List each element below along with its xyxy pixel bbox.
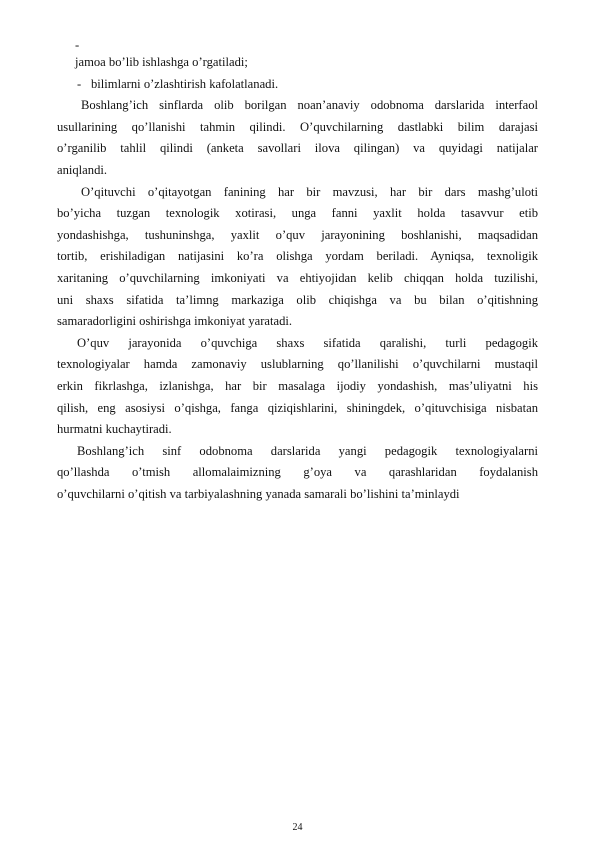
bullet-line-1: jamoa bo’lib ishlashga o’rgatiladi; — [75, 55, 248, 69]
paragraph-line-last: aniqlandi. — [57, 162, 108, 177]
paragraph-line: Boshlang’ich sinf odobnoma darslarida yangi pedagogik texnologiyalarni — [77, 443, 538, 458]
paragraph-3 — [57, 333, 538, 441]
paragraph-line: O’quv jarayonida o’quvchiga shaxs sifatida qaralishi, turli pedagogik — [77, 335, 538, 350]
paragraph-line: qilish, eng asosiysi o’qishga, fanga qiziqishlarini, shiningdek, o’qituvchisiga nisbatan — [57, 400, 538, 415]
paragraph-line: xaritaning o’quvchilarning imkoniyati va ehtiyojidan kelib chiqqan holda tuzilishi, — [57, 270, 538, 285]
bullet-item-2-text: bilimlarni o’zlashtirish kafolatlanadi. — [91, 76, 279, 91]
paragraph-line: tortib, erishiladigan natijasini ko’ra olishga yordam beriladi. Ayniqsa, texnoligik — [57, 249, 538, 264]
paragraph-line: usullarining qo’llanishi tahmin qilindi. O’quvchilarning dastlabki bilim darajasi — [57, 119, 538, 134]
paragraph-line-last: hurmatni kuchaytiradi. — [57, 422, 172, 437]
paragraph-line: bo’yicha tuzgan texnologik xotirasi, unga fanni yaxlit holda tasavvur etib — [57, 206, 538, 221]
paragraph-4 — [57, 441, 538, 506]
paragraph-line: yondashishga, tushuninshga, yaxlit o’quv jarayonining boshlanishi, maqsadidan — [57, 227, 538, 242]
paragraph-line: erkin fikrlashga, izlanishga, har bir masalaga ijodiy yondashish, mas’uliyatni his — [57, 378, 538, 393]
page-body — [57, 38, 538, 505]
paragraph-1 — [57, 95, 538, 181]
paragraph-line: qo’llashda o’tmish allomalaimizning g’oya va qarashlaridan foydalanish — [57, 465, 538, 480]
paragraph-line-last: o’quvchilarni o’qitish va tarbiyalashning yanada samarali bo’lishini ta’minlaydi — [57, 486, 460, 501]
bullet-item-2 — [57, 74, 538, 96]
paragraph-line: texnologiyalar hamda zamonaviy uslublarning qo’llanilishi o’quvchilarni mustaqil — [57, 357, 538, 372]
paragraph-line: O’qituvchi o’qitayotgan fanining har bir mavzusi, har bir dars mashg’uloti — [81, 184, 538, 199]
paragraph-line-last: samaradorligini oshirishga imkoniyat yaratadi. — [57, 314, 293, 329]
paragraph-line: Boshlang’ich sinflarda olib borilgan noan’anaviy odobnoma darslarida interfaol — [81, 98, 538, 113]
page-number: 24 — [292, 822, 303, 833]
paragraph-line: uni shaxs sifatida ta’limng markaziga olib chiqishga va bu bilan o’qitishning — [57, 292, 538, 307]
bullet-dash: - — [75, 38, 80, 52]
paragraph-line: o’rganilib tahlil qilindi (anketa savollari ilova qilingan) va quyidagi natijalar — [57, 141, 538, 156]
bullet-dash-2: - — [77, 76, 82, 91]
paragraph-2 — [57, 182, 538, 333]
